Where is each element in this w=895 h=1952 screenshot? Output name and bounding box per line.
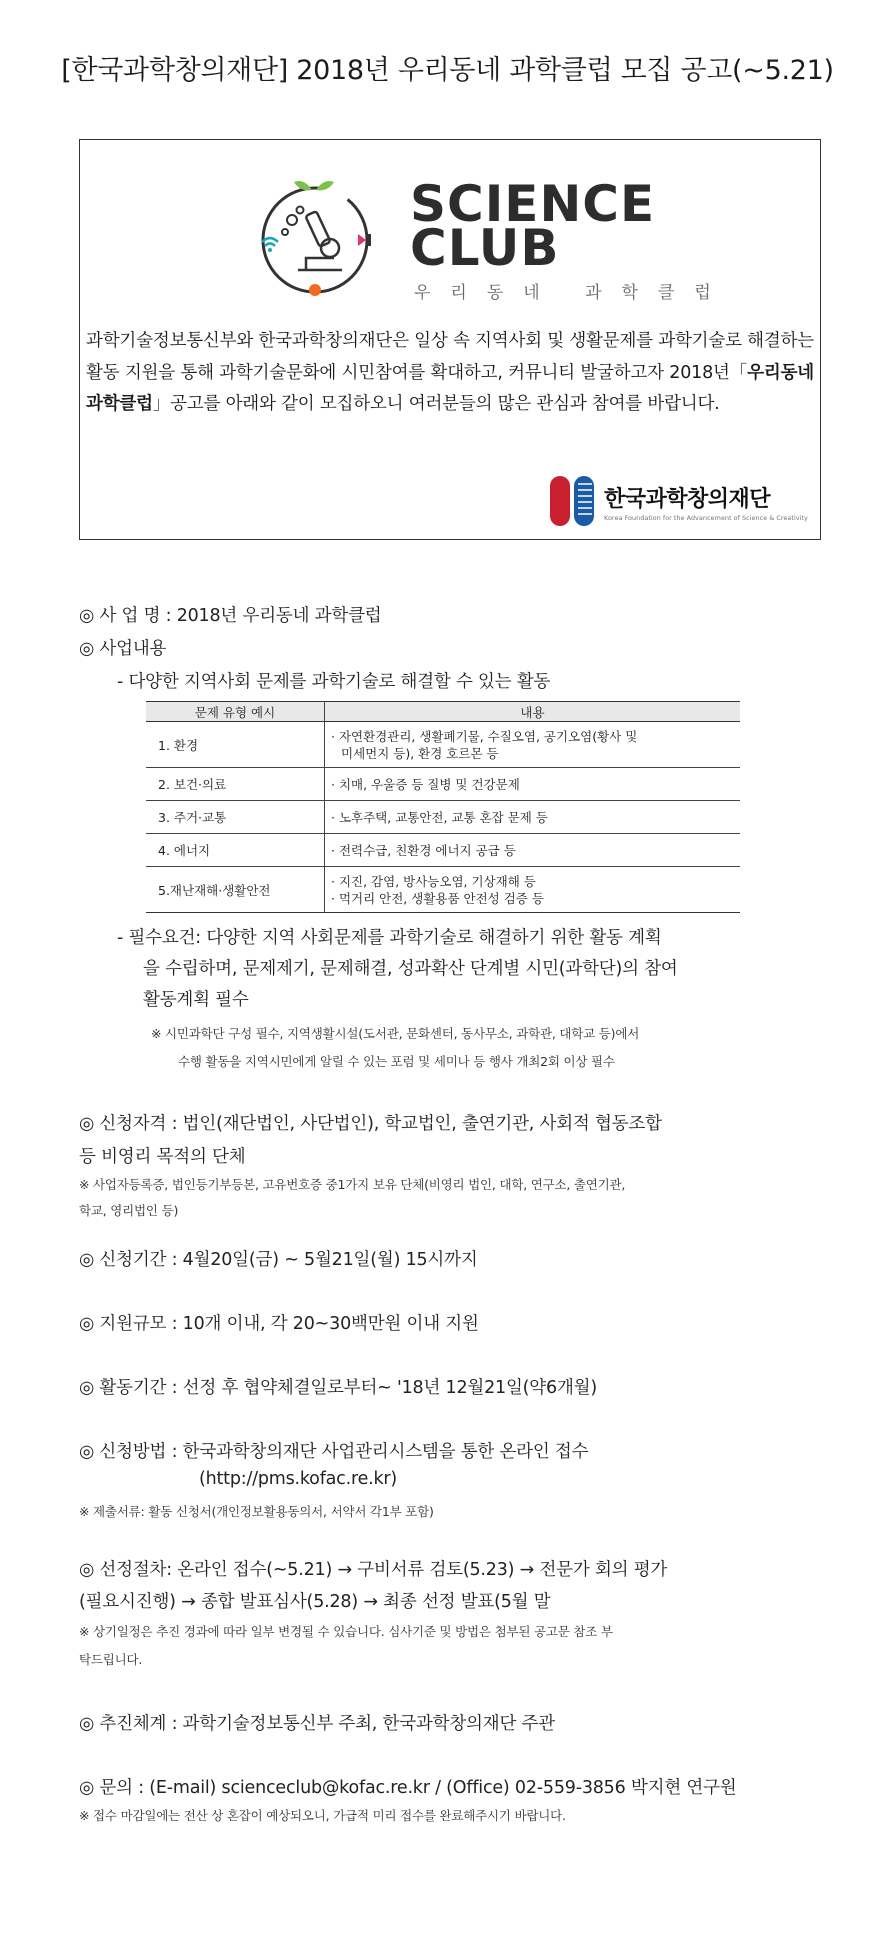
- table-row: [146, 722, 740, 768]
- eligibility-note-2: 학교, 영리법인 등): [79, 1203, 179, 1218]
- table-header-category: 문제 유형 예시: [146, 702, 325, 722]
- contact-note: ※ 접수 마감일에는 전산 상 혼잡이 예상되오니, 가급적 미리 접수를 완료해주시기 바랍니다.: [79, 1808, 566, 1823]
- science-club-logo-text: SCIENCE CLUB: [410, 175, 656, 277]
- table-cell-category: 3. 주거·교통: [146, 801, 325, 834]
- application-method-1: ◎ 신청방법 : 한국과학창의재단 사업관리시스템을 통한 온라인 접수: [79, 1442, 589, 1462]
- submission-documents-note: ※ 제출서류: 활동 신청서(개인정보활용동의서, 서약서 각1부 포함): [79, 1504, 434, 1519]
- table-cell-content: · 치매, 우울증 등 질병 및 건강문제: [325, 768, 741, 801]
- activity-period: ◎ 활동기간 : 선정 후 협약체결일로부터~ '18년 12월21일(약6개월): [79, 1378, 597, 1398]
- eligibility-line-1: ◎ 신청자격 : 법인(재단법인, 사단법인), 학교법인, 출연기관, 사회적 협동조합: [79, 1114, 662, 1134]
- table-row: [146, 834, 740, 867]
- intro-paragraph: 과학기술정보통신부와 한국과학창의재단은 일상 속 지역사회 및 생활문제를 과학기술로 해결하는 활동 지원을 통해 과학기술문화에 시민참여를 확대하고, 커뮤니티 발굴하고자 2018년「우리동네 과학클럽」공고를 아래와 같이 모집하오니 여러분들의 많은 관심과 참여를 바랍니다.: [86, 331, 814, 414]
- table-cell-category: 4. 에너지: [146, 834, 325, 867]
- foundation-english-name: Korea Foundation for the Advancement of Science & Creativity: [604, 514, 808, 522]
- page-title: [한국과학창의재단] 2018년 우리동네 과학클럽 모집 공고(~5.21): [61, 55, 834, 86]
- foundation-emblem-icon: [548, 474, 598, 528]
- table-cell-content: · 전력수급, 친환경 에너지 공급 등: [325, 834, 741, 867]
- requirement-line-1: - 필수요건: 다양한 지역 사회문제를 과학기술로 해결하기 위한 활동 계획: [117, 928, 662, 948]
- project-content-heading: ◎ 사업내용: [79, 639, 167, 659]
- support-scale: ◎ 지원규모 : 10개 이내, 각 20~30백만원 이내 지원: [79, 1314, 479, 1334]
- table-row: [146, 801, 740, 834]
- eligibility-line-2: 등 비영리 목적의 단체: [79, 1147, 246, 1167]
- application-method-url[interactable]: (http://pms.kofac.re.kr): [199, 1469, 398, 1489]
- table-row: [146, 768, 740, 801]
- table-cell-content: · 자연환경관리, 생활폐기물, 수질오염, 공기오염(황사 및 미세먼지 등), 환경 호르몬 등: [325, 722, 741, 768]
- table-row: [146, 867, 740, 913]
- table-header-row: [146, 702, 740, 722]
- foundation-logo: [548, 474, 808, 532]
- logo-subtitle: 우리동네 과학클럽: [414, 283, 731, 303]
- table-cell-content: · 노후주택, 교통안전, 교통 혼잡 문제 등: [325, 801, 741, 834]
- foundation-name: 한국과학창의재단: [604, 487, 771, 512]
- table-cell-category: 1. 환경: [146, 722, 325, 768]
- application-period: ◎ 신청기간 : 4월20일(금) ~ 5월21일(월) 15시까지: [79, 1250, 478, 1270]
- selection-note-1: ※ 상기일정은 추진 경과에 따라 일부 변경될 수 있습니다. 심사기준 및 방법은 첨부된 공고문 참조 부: [79, 1624, 613, 1639]
- organization-system: ◎ 추진체계 : 과학기술정보통신부 주최, 한국과학창의재단 주관: [79, 1714, 555, 1734]
- science-club-emblem-icon: [250, 172, 380, 302]
- announcement-box: [79, 139, 821, 540]
- table-header-content: 내용: [325, 702, 741, 722]
- activity-description: - 다양한 지역사회 문제를 과학기술로 해결할 수 있는 활동: [117, 672, 551, 692]
- selection-process-1: ◎ 선정절차: 온라인 접수(~5.21) → 구비서류 검토(5.23) → 전문가 회의 평가: [79, 1560, 668, 1580]
- requirement-line-3: 활동계획 필수: [143, 990, 249, 1010]
- table-cell-category: 5.재난재해·생활안전: [146, 867, 325, 913]
- contact-info: ◎ 문의 : (E-mail) scienceclub@kofac.re.kr / (Office) 02-559-3856 박지현 연구원: [79, 1778, 737, 1798]
- eligibility-note-1: ※ 사업자등록증, 법인등기부등본, 고유번호증 중1가지 보유 단체(비영리 법인, 대학, 연구소, 출연기관,: [79, 1177, 626, 1192]
- table-cell-category: 2. 보건·의료: [146, 768, 325, 801]
- table-cell-content: · 지진, 감염, 방사능오염, 기상재해 등 · 먹거리 안전, 생활용품 안전성 검증 등: [325, 867, 741, 913]
- requirement-note-2: 수행 활동을 지역시민에게 알릴 수 있는 포럼 및 세미나 등 행사 개최2회 이상 필수: [178, 1054, 615, 1069]
- requirement-note-1: ※ 시민과학단 구성 필수, 지역생활시설(도서관, 문화센터, 동사무소, 과학관, 대학교 등)에서: [151, 1026, 640, 1041]
- project-name: ◎ 사 업 명 : 2018년 우리동네 과학클럽: [79, 606, 382, 626]
- requirement-line-2: 을 수립하며, 문제제기, 문제해결, 성과확산 단계별 시민(과학단)의 참여: [143, 959, 678, 979]
- selection-note-2: 탁드립니다.: [79, 1652, 143, 1667]
- selection-process-2: (필요시진행) → 종합 발표심사(5.28) → 최종 선정 발표(5월 말: [79, 1592, 551, 1612]
- problem-type-table: [146, 701, 740, 913]
